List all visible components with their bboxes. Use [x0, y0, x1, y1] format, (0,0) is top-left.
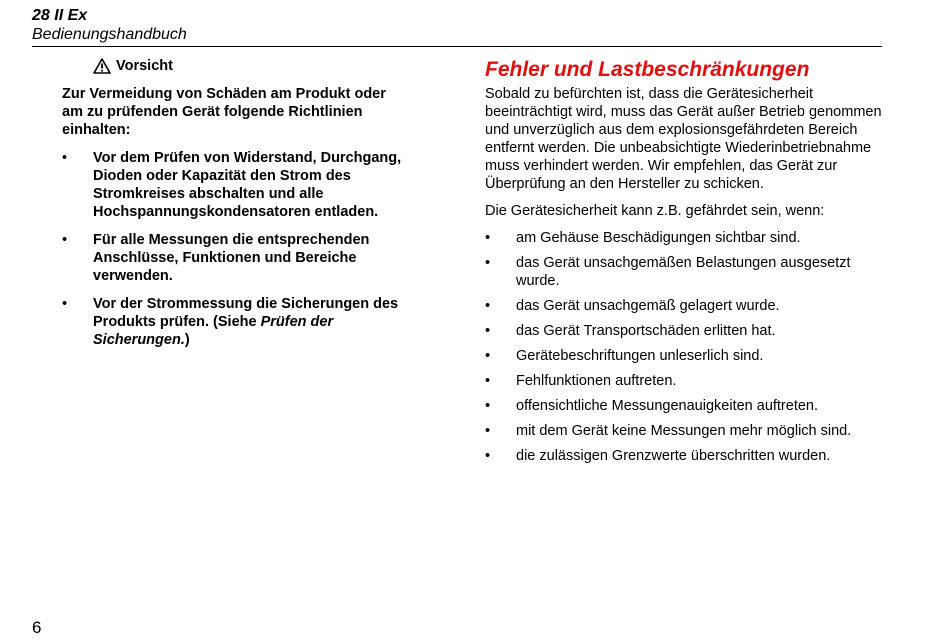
list-item	[485, 347, 885, 365]
fuse-check-reference: Prüfen der Sicherungen.	[93, 314, 334, 348]
header-divider	[32, 46, 882, 47]
caution-item	[62, 149, 402, 221]
fault-list	[485, 229, 885, 465]
manual-title: Bedienungshandbuch	[32, 26, 187, 43]
list-item	[485, 229, 885, 247]
list-item-text: mit dem Gerät keine Messungen mehr möglich sind.	[516, 423, 852, 439]
caution-block	[62, 57, 402, 359]
bullet: •	[62, 232, 68, 248]
bullet: •	[485, 255, 491, 271]
bullet: •	[485, 230, 491, 246]
list-item-text: das Gerät Transportschäden erlitten hat.	[516, 323, 776, 339]
bullet: •	[485, 348, 491, 364]
bullet: •	[485, 298, 491, 314]
caution-list	[62, 149, 402, 349]
list-item-text: Fehlfunktionen auftreten.	[516, 373, 677, 389]
bullet: •	[485, 448, 491, 464]
section-title: Fehler und Lastbeschränkungen	[485, 58, 810, 81]
list-item-text: die zulässigen Grenzwerte überschritten wurden.	[516, 448, 831, 464]
list-item	[485, 372, 885, 390]
bullet: •	[485, 323, 491, 339]
list-item-text: offensichtliche Messungenauigkeiten auftreten.	[516, 398, 819, 414]
caution-item-text: Vor dem Prüfen von Widerstand, Durchgang, Dioden oder Kapazität den Strom des Stromkreises abschalten und alle Hochspannungskondensatoren entladen.	[93, 150, 402, 220]
caution-item-text: Für alle Messungen die entsprechenden Anschlüsse, Funktionen und Bereiche verwenden.	[93, 232, 370, 284]
list-item	[485, 297, 885, 315]
caution-title: Vorsicht	[116, 58, 173, 74]
section-paragraph-1: Sobald zu befürchten ist, dass die Gerätesicherheit beeinträchtigt wird, muss das Gerät außer Betrieb genommen und unverzüglich aus dem explosionsgefährdeten Bereich entfernt werden. Die unbeabsichtigte Wiederinbetriebnahme muss verhindert werden. Wir empfehlen, das Gerät zur Überprüfung an den Hersteller zu schicken.	[485, 86, 882, 192]
list-item	[485, 254, 885, 290]
caution-heading	[93, 57, 402, 75]
fault-section	[485, 57, 885, 472]
bullet: •	[485, 423, 491, 439]
bullet: •	[62, 150, 68, 166]
caution-item	[62, 295, 402, 349]
list-item-text: Gerätebeschriftungen unleserlich sind.	[516, 348, 764, 364]
list-item	[485, 397, 885, 415]
caution-intro: Zur Vermeidung von Schäden am Produkt oder am zu prüfenden Gerät folgende Richtlinien einhalten:	[62, 86, 386, 138]
caution-item-text: Vor der Strommessung die Sicherungen des Produkts prüfen. (Siehe	[93, 296, 399, 330]
page-header	[32, 6, 882, 44]
list-item-text: das Gerät unsachgemäßen Belastungen ausgesetzt wurde.	[516, 255, 851, 289]
list-item-text: das Gerät unsachgemäß gelagert wurde.	[516, 298, 780, 314]
page-number: 6	[32, 618, 42, 637]
bullet: •	[485, 373, 491, 389]
bullet: •	[485, 398, 491, 414]
caution-item	[62, 231, 402, 285]
list-item	[485, 322, 885, 340]
product-model: 28 II Ex	[32, 7, 88, 24]
caution-item-close: )	[184, 332, 190, 348]
bullet: •	[62, 296, 68, 312]
section-paragraph-2: Die Gerätesicherheit kann z.B. gefährdet sein, wenn:	[485, 203, 825, 219]
list-item-text: am Gehäuse Beschädigungen sichtbar sind.	[516, 230, 801, 246]
warning-triangle-icon	[93, 58, 111, 74]
list-item	[485, 447, 885, 465]
list-item	[485, 422, 885, 440]
